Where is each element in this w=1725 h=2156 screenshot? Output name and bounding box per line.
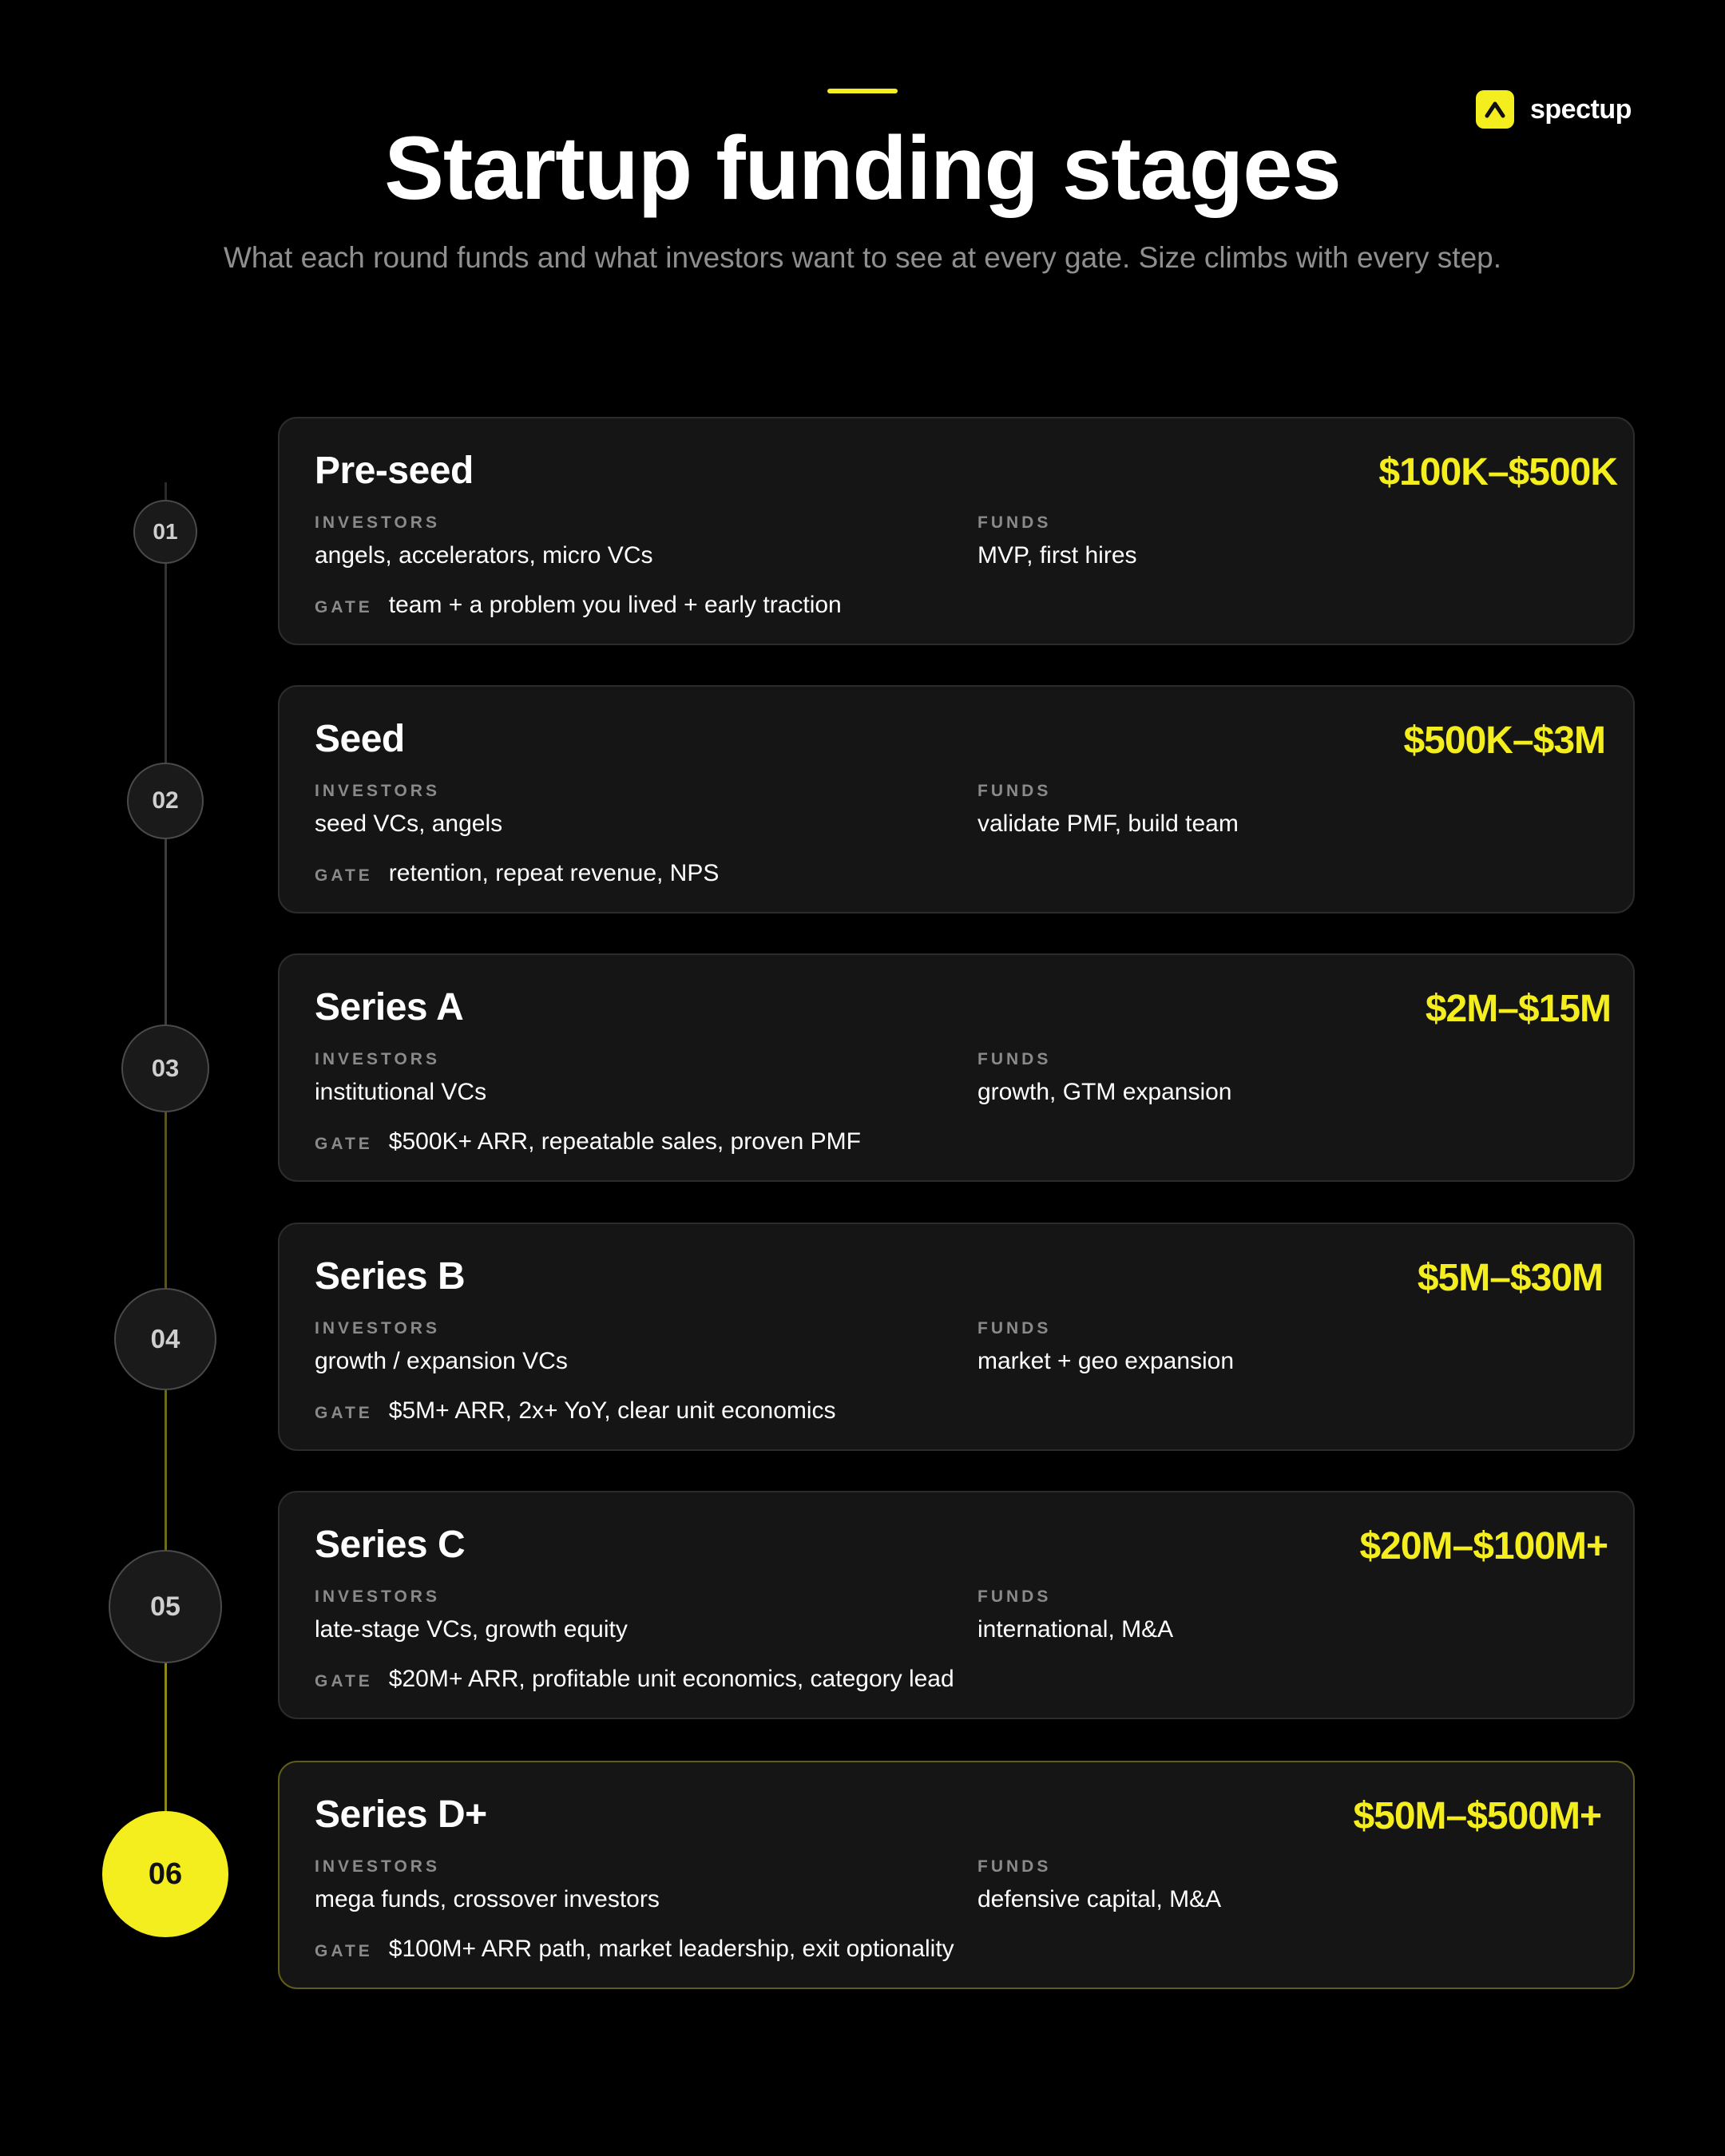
funds-value: defensive capital, M&A bbox=[978, 1886, 1222, 1912]
stage-number: 03 bbox=[151, 1054, 180, 1082]
gate-value: $5M+ ARR, 2x+ YoY, clear unit economics bbox=[388, 1397, 836, 1424]
stage-card-series-c[interactable] bbox=[278, 1491, 1635, 1719]
funds-label: FUNDS bbox=[978, 782, 1052, 800]
funds-label: FUNDS bbox=[978, 1857, 1052, 1876]
stage-number: 02 bbox=[152, 787, 179, 814]
stage-number: 01 bbox=[153, 519, 178, 544]
funds-label: FUNDS bbox=[978, 1050, 1052, 1068]
stage-node bbox=[121, 1024, 209, 1112]
stage-card-series-b[interactable] bbox=[278, 1223, 1635, 1451]
investors-value: institutional VCs bbox=[315, 1079, 487, 1105]
investors-value: seed VCs, angels bbox=[315, 810, 503, 837]
investors-label: INVESTORS bbox=[315, 1587, 440, 1606]
stage-node bbox=[114, 1288, 216, 1390]
timeline-track-segment bbox=[165, 1112, 167, 1289]
investors-value: late-stage VCs, growth equity bbox=[315, 1616, 628, 1643]
stage-amount: $50M–$500M+ bbox=[1353, 1795, 1601, 1837]
funds-label: FUNDS bbox=[978, 513, 1052, 532]
stage-amount: $2M–$15M bbox=[1425, 988, 1611, 1030]
investors-label: INVESTORS bbox=[315, 513, 440, 532]
stage-name: Series B bbox=[315, 1255, 466, 1298]
gate-row bbox=[315, 1934, 954, 1964]
stage-name: Seed bbox=[315, 718, 405, 760]
gate-row bbox=[315, 1664, 954, 1694]
gate-value: retention, repeat revenue, NPS bbox=[388, 860, 720, 886]
investors-label: INVESTORS bbox=[315, 1319, 440, 1338]
stage-name: Pre-seed bbox=[315, 450, 474, 492]
funds-value: validate PMF, build team bbox=[978, 810, 1239, 837]
stage-name: Series A bbox=[315, 986, 464, 1028]
gate-value: $500K+ ARR, repeatable sales, proven PMF bbox=[388, 1128, 861, 1155]
gate-row bbox=[315, 590, 842, 620]
stage-number: 04 bbox=[150, 1324, 180, 1353]
gate-value: team + a problem you lived + early traction bbox=[388, 592, 842, 618]
stage-amount: $5M–$30M bbox=[1417, 1257, 1603, 1299]
gate-row bbox=[315, 858, 719, 889]
stage-node-active bbox=[102, 1811, 228, 1937]
stage-amount: $500K–$3M bbox=[1403, 719, 1605, 762]
funds-label: FUNDS bbox=[978, 1319, 1052, 1338]
gate-label: GATE bbox=[315, 1404, 373, 1422]
gate-row bbox=[315, 1396, 836, 1426]
gate-label: GATE bbox=[315, 1672, 373, 1690]
funds-value: market + geo expansion bbox=[978, 1348, 1235, 1374]
investors-value: mega funds, crossover investors bbox=[315, 1886, 660, 1912]
stage-amount: $20M–$100M+ bbox=[1359, 1525, 1608, 1567]
investors-label: INVESTORS bbox=[315, 1050, 440, 1068]
brand-name: spectup bbox=[1530, 93, 1632, 125]
stage-card-series-a[interactable] bbox=[278, 953, 1635, 1182]
stage-card-series-d[interactable] bbox=[278, 1761, 1635, 1989]
stage-number: 05 bbox=[150, 1591, 180, 1622]
stage-number: 06 bbox=[148, 1857, 183, 1891]
funds-value: international, M&A bbox=[978, 1616, 1174, 1643]
gate-label: GATE bbox=[315, 866, 373, 885]
stage-name: Series C bbox=[315, 1524, 466, 1566]
gate-row bbox=[315, 1127, 861, 1157]
timeline-track-segment bbox=[165, 837, 167, 1025]
investors-label: INVESTORS bbox=[315, 782, 440, 800]
stage-amount: $100K–$500K bbox=[1378, 451, 1617, 493]
investors-value: growth / expansion VCs bbox=[315, 1348, 568, 1374]
funds-value: MVP, first hires bbox=[978, 542, 1137, 569]
gate-label: GATE bbox=[315, 598, 373, 616]
stage-card-pre-seed[interactable] bbox=[278, 417, 1635, 645]
timeline-track-segment bbox=[165, 1663, 167, 1811]
gate-label: GATE bbox=[315, 1135, 373, 1153]
investors-label: INVESTORS bbox=[315, 1857, 440, 1876]
stage-node bbox=[127, 763, 204, 839]
timeline-track-segment bbox=[165, 564, 167, 763]
stage-node bbox=[109, 1550, 222, 1663]
funds-label: FUNDS bbox=[978, 1587, 1052, 1606]
page-subtitle: What each round funds and what investors want to see at every gate. Size climbs with every step. bbox=[223, 241, 1502, 274]
stage-card-seed[interactable] bbox=[278, 685, 1635, 914]
funds-value: growth, GTM expansion bbox=[978, 1079, 1232, 1105]
gate-value: $100M+ ARR path, market leadership, exit optionality bbox=[388, 1936, 954, 1962]
investors-value: angels, accelerators, micro VCs bbox=[315, 542, 653, 569]
gate-value: $20M+ ARR, profitable unit economics, category lead bbox=[388, 1666, 954, 1692]
timeline-track-segment bbox=[165, 1388, 167, 1551]
gate-label: GATE bbox=[315, 1942, 373, 1960]
stage-name: Series D+ bbox=[315, 1793, 487, 1836]
title-accent-bar bbox=[827, 89, 898, 93]
page-title: Startup funding stages bbox=[384, 118, 1341, 218]
stage-node bbox=[133, 500, 197, 564]
